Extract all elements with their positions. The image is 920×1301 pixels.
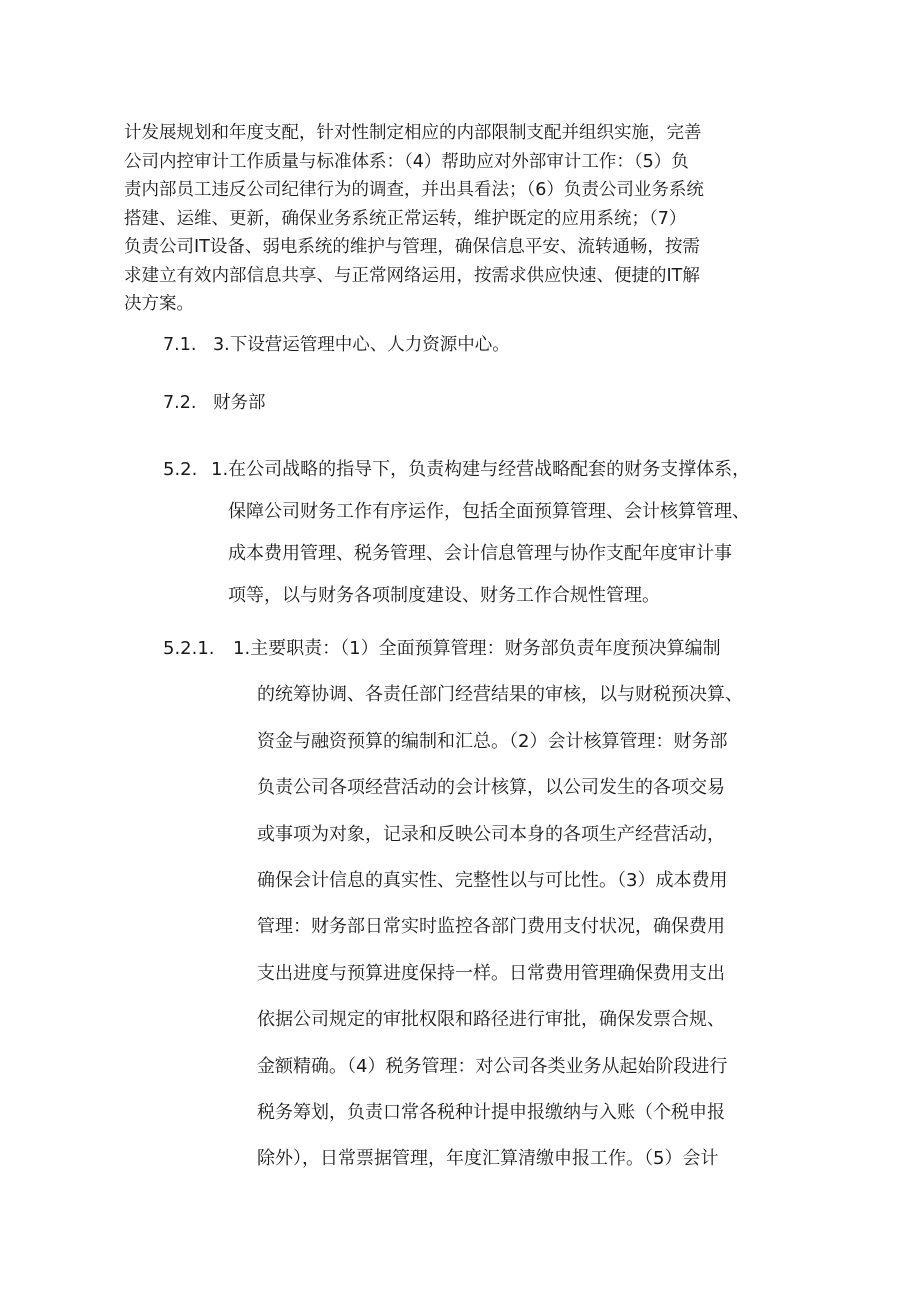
section-5-2 [163,455,803,635]
intro-paragraph [124,119,794,319]
heading-number: 7.1. [163,335,197,355]
intro-line: 决方案。 [124,294,194,314]
section-5-2-1 [163,634,803,1214]
intro-line: 计发展规划和年度支配，针对性制定相应的内部限制支配并组织实施，完善 [124,123,702,143]
section-line: 税务筹划，负责口常各税种计提申报缴纳与入账（个税申报 [257,1102,725,1124]
section-line: 1.在公司战略的指导下，负责构建与经营战略配套的财务支撑体系， [211,459,751,480]
intro-line: 公司内控审计工作质量与标准体系：（4）帮助应对外部审计工作：（5）负 [124,151,689,172]
section-number: 5.2. [163,459,198,480]
section-line: 保障公司财务工作有序运作，包括全面预算管理、会计核算管理、 [228,501,750,522]
intro-line: 负责公司IT设备、弱电系统的维护与管理，确保信息平安、流转通畅，按需 [124,237,700,257]
section-body [211,449,750,617]
heading-7-2 [163,389,266,417]
section-line: 1.主要职责：（1）全面预算管理：财务部负责年度预决算编制 [233,638,721,659]
section-line: 或事项为对象，记录和反映公司本身的各项生产经营活动， [257,823,725,845]
intro-line: 求建立有效内部信息共享、与正常网络运用，按需求供应快速、便捷的IT解 [124,265,700,286]
section-line: 负责公司各项经营活动的会计核算，以公司发生的各项交易 [257,777,725,799]
heading-7-1 [163,331,510,359]
section-line: 依据公司规定的审批权限和路径进行审批，确保发票合规、 [257,1009,725,1031]
section-number: 5.2.1. [163,638,215,659]
heading-text: 财务部 [213,393,266,413]
section-line: 项等，以与财务各项制度建设、财务工作合规性管理。 [228,585,660,606]
section-line: 资金与融资预算的编制和汇总。（2）会计核算管理：财务部 [257,730,728,752]
section-line: 成本费用管理、税务管理、会计信息管理与协作支配年度审计事 [228,543,732,564]
intro-line: 搭建、运维、更新，确保业务系统正常运转，维护既定的应用系统；（7） [124,208,687,229]
heading-text: 3.下设营运管理中心、人力资源中心。 [213,335,510,355]
section-line: 管理：财务部日常实时监控各部门费用支付状况，确保费用 [257,916,725,938]
section-line: 除外），日常票据管理，年度汇算清缴申报工作。（5）会计 [257,1148,719,1170]
section-line: 的统筹协调、各责任部门经营结果的审核，以与财税预决算、 [257,684,743,706]
section-line: 确保会计信息的真实性、完整性以与可比性。（3）成本费用 [257,870,728,892]
intro-line: 责内部员工违反公司纪律行为的调查，并出具看法；（6）负责公司业务系统 [124,180,704,200]
section-line: 金额精确。（4）税务管理：对公司各类业务从起始阶段进行 [257,1055,728,1077]
section-body [233,626,743,1183]
section-line: 支出进度与预算进度保持一样。日常费用管理确保费用支出 [257,962,725,984]
heading-number: 7.2. [163,393,197,413]
